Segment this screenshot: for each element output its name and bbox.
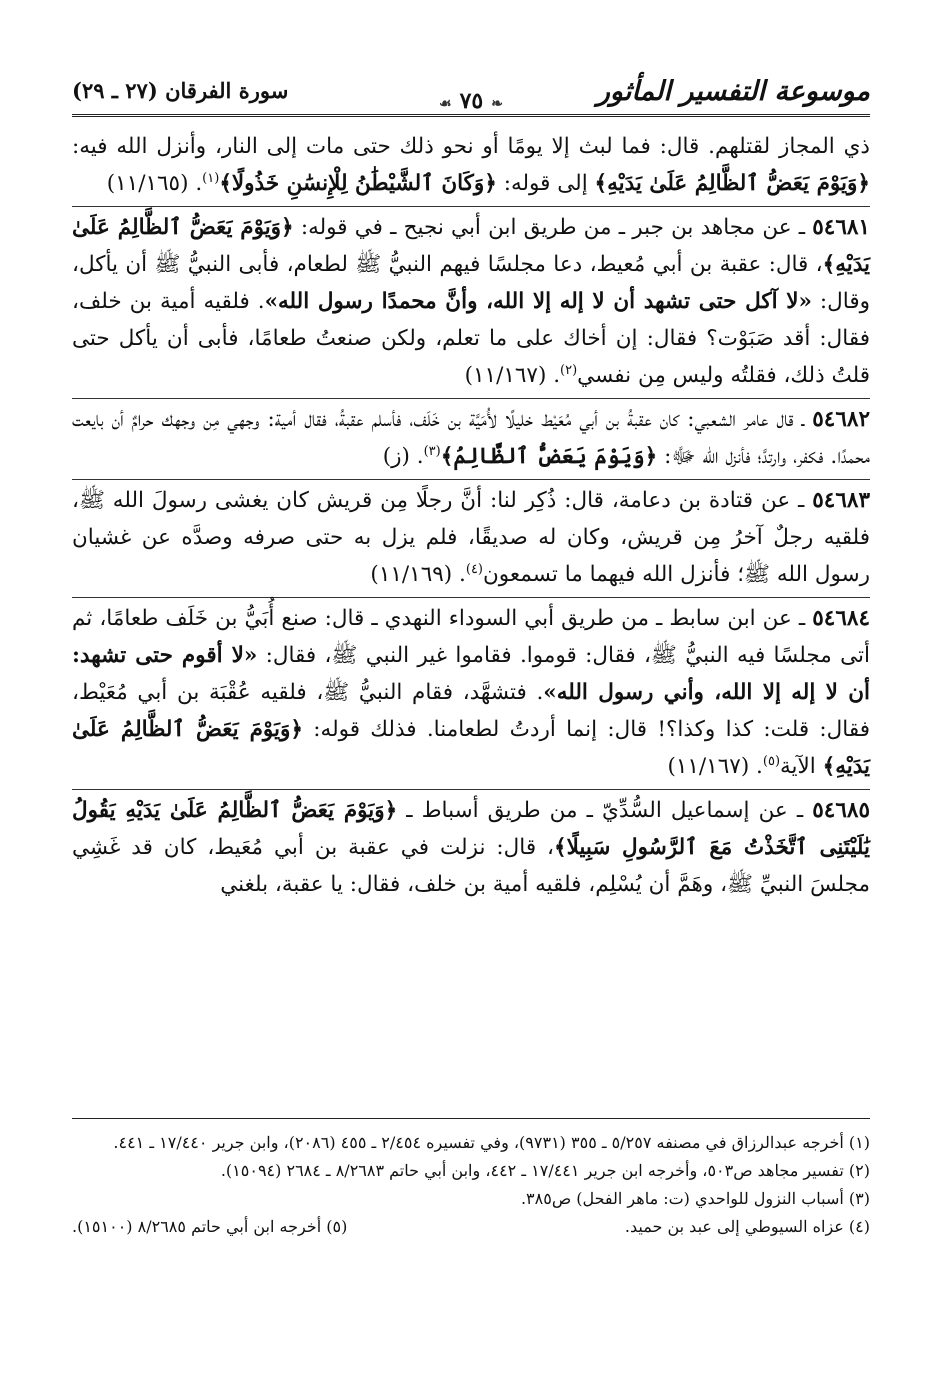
volume-reference: . (١١/١٦٧): [464, 363, 561, 388]
page-number-value: ٧٥: [459, 88, 484, 114]
quran-verse: ﴿وَيَوْمَ يَعَضُّ ٱلظَّالِمُ عَلَىٰ يَدَيْهِ﴾: [594, 171, 870, 196]
page-header: [72, 70, 870, 116]
footnote-marker: (٤): [465, 561, 483, 577]
quran-verse: ﴿وَيَوْمَ يَعَضُّ ٱلظَّالِمُ عَلَىٰ يَدَيْهِ يَقُولُ يَٰلَيْتَنِى ٱتَّخَذْتُ مَعَ ٱلرَّسُولِ سَبِيلًا﴾: [72, 798, 870, 860]
text: ـ عن قتادة بن دعامة، قال: ذُكِر لنا: أنَّ رجلًا مِن قريش كان يغشى رسولَ الله ﷺ، فلقيه رجلٌ آخرُ مِن قريش، وكان له صديقًا، فلم يزل به حتى صرفه وصدَّه عن غشيان رسول الله ﷺ؛ فأنزل الله فيهما ما تسمعون: [72, 488, 870, 587]
quran-verse: ﴿وَيَوْمَ يَعَضُّ ٱلظَّالِمُ عَلَىٰ يَدَيْهِ﴾: [72, 717, 870, 779]
narration-54685: [72, 789, 870, 903]
header-rule: [72, 114, 870, 117]
volume-reference: . (١١/١٦٥): [106, 171, 203, 196]
text: ـ عن مجاهد بن جبر ـ من طريق ابن أبي نجيح ـ في قوله:: [293, 215, 813, 240]
text: ، قال: نزلت في عقبة بن أبي مُعَيط، كان قد غَشِي مجلسَ النبيِّ ﷺ، وهَمَّ أن يُسْلِم، فلقيه أمية بن خلف، فقال: يا عقبة، بلغني: [72, 835, 870, 897]
surah-title: سورة الفرقان (٢٧ ـ ٢٩): [72, 78, 289, 103]
narration-number: ٥٤٦٨١: [812, 215, 870, 240]
text: ، قال: عقبة بن أبي مُعيط، دعا مجلسًا فيهم النبيُّ ﷺ لطعام، فأبى النبيُّ ﷺ أن يأكل، وقال:: [72, 252, 870, 314]
narration-54683: [72, 479, 870, 593]
volume-reference: . (١١/١٦٩): [370, 562, 466, 587]
footnote-3: (٣) أسباب النزول للواحدي (ت: ماهر الفحل) ص٣٨٥.: [520, 1189, 870, 1208]
text: . فتشهَّد، فقام النبيُّ ﷺ، فلقيه عُقْبَة بن أبي مُعَيْط، فقال: قلت: كذا وكذا؟! قال: إنما أردتُ لطعامنا. فذلك قوله:: [72, 680, 870, 742]
narration-number: ٥٤٦٨٣: [812, 488, 870, 513]
ornament-icon: ☙: [439, 96, 452, 112]
book-title: موسوعة التفسير المأثور: [596, 76, 870, 107]
narration-54684: [72, 597, 870, 785]
footnote-4: (٤) عزاه السيوطي إلى عبد بن حميد.: [624, 1217, 870, 1236]
quran-verse: ﴿وَكَانَ ٱلشَّيْطَٰنُ لِلْإِنسَٰنِ خَذُولًا﴾: [219, 171, 497, 196]
prophet-quote: «لا أقوم حتى تشهد: أن لا إله إلا الله، وأني رسول الله»: [72, 643, 870, 705]
text: الآية: [780, 754, 823, 779]
intro-paragraph: [72, 128, 870, 202]
text: . فلقيه أمية بن خلف، فقال: أقد صَبَوْت؟ فقال: إن أخاك على ما تعلم، ولكن صنعتُ طعامًا، فأبى أن يأكل حتى قلتُ ذلك، فقلتُه وليس مِن نفسي: [72, 289, 870, 388]
text: ـ قال عامر الشعبي: كان عقبةُ بن أبي مُعَيْط خليلًا لأُمَيَّة بن خَلَف، فأسلم عقبةُ، فقال أمية: وجهي مِن وجهك حرامٌ أن بايعت محمدًا. فكفر، وارتدَّ؛ فأنزل الله ﷻ:: [72, 407, 870, 469]
prophet-quote: «لا آكل حتى تشهد أن لا إله إلا الله، وأنَّ محمدًا رسول الله»: [264, 289, 812, 314]
footnote-1: (١) أخرجه عبدالرزاق في مصنفه ٥/٢٥٧ ـ ٣٥٥ (٩٧٣١)، وفي تفسيره ٢/٤٥٤ ـ ٤٥٥ (٢٠٨٦)، وابن جرير ١٧/٤٤٠ ـ ٤٤١.: [113, 1133, 870, 1152]
text: ـ عن ابن سابط ـ من طريق أبي السوداء النهدي ـ قال: صنع أُبَيُّ بن خَلَف طعامًا، ثم أتى مجلسًا فيه النبيُّ ﷺ، فقال: قوموا. فقاموا غير النبي ﷺ، فقال:: [72, 606, 870, 668]
footnote-5: (٥) أخرجه ابن أبي حاتم ٨/٢٦٨٥ (١٥١٠٠).: [72, 1217, 348, 1236]
text: ـ عن إسماعيل السُّدِّيّ ـ من طريق أسباط ـ: [397, 798, 813, 823]
footnote-marker: (١): [202, 170, 220, 186]
text: إلى قوله:: [496, 171, 595, 196]
footnote-marker: (٣): [423, 443, 441, 459]
narration-number: ٥٤٦٨٥: [812, 798, 870, 823]
footnotes: [72, 1130, 870, 1239]
volume-reference: . (١١/١٦٧): [667, 754, 763, 779]
narration-54681: [72, 206, 870, 394]
footnote-divider: [72, 1118, 870, 1119]
text: ذي المجاز لقتلهم. قال: فما لبث إلا يومًا أو نحو ذلك حتى مات إلى النار، وأنزل الله فيه:: [72, 134, 870, 159]
volume-reference: . (ز): [382, 444, 424, 469]
quran-verse: ﴿وَيَوْمَ يَعَضُّ ٱلظَّالِمُ﴾: [440, 444, 658, 469]
footnote-marker: (٢): [560, 362, 578, 378]
main-text: [72, 128, 870, 903]
footnote-2: (٢) تفسير مجاهد ص٥٠٣، وأخرجه ابن جرير ١٧/٤٤١ ـ ٤٤٢، وابن أبي حاتم ٨/٢٦٨٣ ـ ٢٦٨٤ (١٥٠٩٤).: [220, 1161, 870, 1180]
quran-verse: ﴿وَيَوْمَ يَعَضُّ ٱلظَّالِمُ عَلَىٰ يَدَيْهِ﴾: [72, 215, 870, 277]
narration-number: ٥٤٦٨٢: [812, 407, 870, 432]
footnote-row: [72, 1214, 870, 1239]
ornament-icon: ❧: [491, 96, 503, 112]
narration-number: ٥٤٦٨٤: [812, 606, 870, 631]
footnote-marker: (٥): [762, 753, 781, 769]
narration-54682: [72, 398, 870, 475]
